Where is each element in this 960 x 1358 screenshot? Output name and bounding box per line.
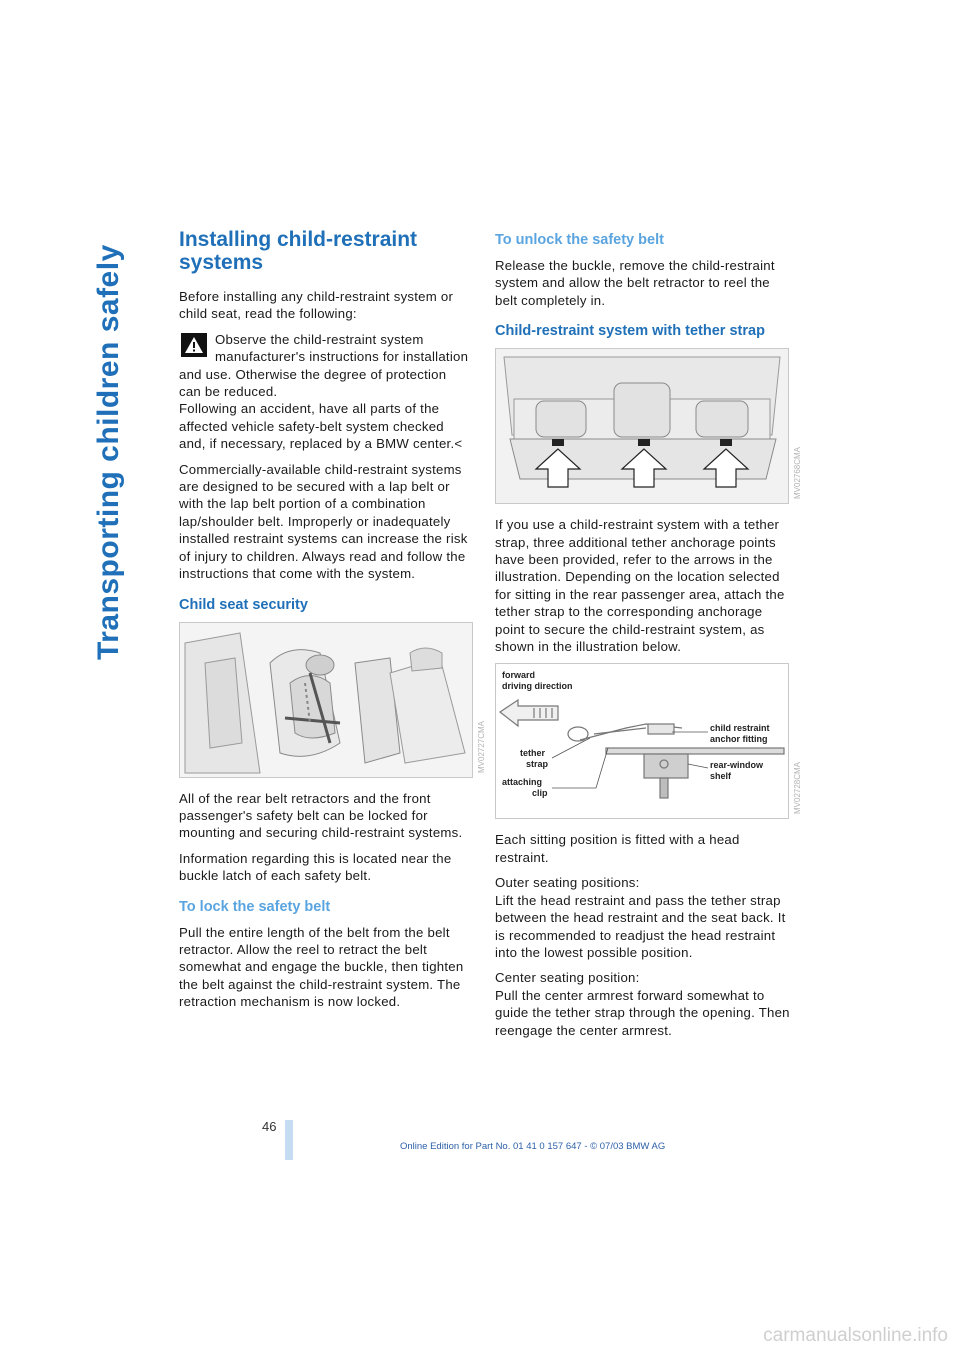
label-attaching: attaching bbox=[502, 777, 543, 788]
left-column bbox=[179, 228, 486, 1019]
outer-seating-label: Outer seating positions: bbox=[495, 875, 640, 891]
label-rear-window: rear-window bbox=[710, 760, 764, 771]
figure-code: MV02727CMA bbox=[477, 720, 486, 773]
label-tether: tether bbox=[520, 748, 546, 759]
label-forward: forward bbox=[502, 670, 536, 681]
page-number: 46 bbox=[262, 1119, 277, 1134]
intro-text: Before installing any child-restraint system or child seat, read the following: bbox=[179, 289, 454, 322]
right-column bbox=[495, 228, 802, 1047]
tether-diagram bbox=[496, 664, 788, 818]
center-seating-block bbox=[495, 969, 790, 1039]
commercial-text: Commercially-available child-restraint systems are designed to be secured with a lap belt or with the lap belt portion of a combination lap/shoulder belt. Improperly or inadequately installed restraint systems can increase the risk of injury to children. Always read and follow the instructions that come with the system. bbox=[179, 461, 468, 582]
outer-seating-block bbox=[495, 874, 790, 961]
head-restraint-text: Each sitting position is fitted with a head restraint. bbox=[495, 832, 740, 865]
page-bar bbox=[285, 1120, 293, 1160]
tether-text: If you use a child-restraint system with a tether strap, three additional tether anchorage points have been provided, refer to the arrows in the illustration. Depending on the location selected for sitting in the rear passenger area, attach the tether strap to the corresponding anchorage point to secure the child-restraint system, as shown in the illustration below. bbox=[495, 517, 785, 655]
label-driving-direction: driving direction bbox=[502, 681, 573, 692]
lock-heading: To lock the safety belt bbox=[179, 898, 331, 915]
center-seating-label: Center seating position: bbox=[495, 970, 640, 986]
center-seating-text: Pull the center armrest forward somewhat to guide the tether strap through the opening. Then reengage the center armrest. bbox=[495, 987, 790, 1038]
figure-code: MV02728CMA bbox=[793, 762, 802, 815]
child-seat-heading: Child seat security bbox=[179, 596, 308, 613]
child-seat-illustration bbox=[180, 623, 472, 777]
outer-seating-text: Lift the head restraint and pass the tether strap between the head restraint and the seat back. It is recommended to readjust the head restraint into the lowest possible position. bbox=[495, 892, 786, 960]
page-heading: Installing child-restraint systems bbox=[179, 228, 418, 274]
side-title: Transporting children safely bbox=[92, 244, 125, 660]
unlock-text: Release the buckle, remove the child-restraint system and allow the belt retractor to reel the belt completely in. bbox=[495, 258, 775, 308]
tether-diagram-figure bbox=[495, 663, 802, 819]
rear-belt-text: All of the rear belt retractors and the front passenger's safety belt can be locked for mounting and securing child-restraint systems. bbox=[179, 790, 463, 841]
figure-code: MV02768CMA bbox=[793, 447, 802, 500]
info-text: Information regarding this is located near the buckle latch of each safety belt. bbox=[179, 850, 452, 884]
unlock-heading: To unlock the safety belt bbox=[495, 232, 664, 248]
warning-text-2: Following an accident, have all parts of the affected vehicle safety-belt system checked and, if necessary, replaced by a BMW center.< bbox=[179, 401, 463, 452]
label-shelf: shelf bbox=[710, 771, 732, 782]
label-child-restraint: child restraint bbox=[710, 723, 770, 734]
tether-heading: Child-restraint system with tether strap bbox=[495, 323, 765, 340]
lock-text: Pull the entire length of the belt from the belt retractor. Allow the reel to retract the belt somewhat and engage the buckle, then tighten the belt against the child-restraint system. The retraction mechanism is now locked. bbox=[179, 924, 464, 1010]
rear-shelf-illustration bbox=[496, 349, 788, 503]
footer-text: Online Edition for Part No. 01 41 0 157 647 - © 07/03 BMW AG bbox=[400, 1141, 666, 1152]
label-strap: strap bbox=[526, 759, 549, 770]
warning-text-1: Observe the child-restraint system manufacturer's instructions for installation and use. Otherwise the degree of protection can be reduced. bbox=[179, 331, 469, 400]
warning-triangle-icon bbox=[181, 333, 207, 357]
label-anchor-fitting: anchor fitting bbox=[710, 734, 768, 745]
warning-block bbox=[179, 331, 469, 453]
watermark: carmanualsonline.info bbox=[763, 1325, 948, 1346]
rear-shelf-figure bbox=[495, 348, 802, 504]
child-seat-figure bbox=[179, 622, 486, 778]
label-clip: clip bbox=[532, 788, 548, 799]
warning-end-mark: < bbox=[454, 436, 463, 452]
